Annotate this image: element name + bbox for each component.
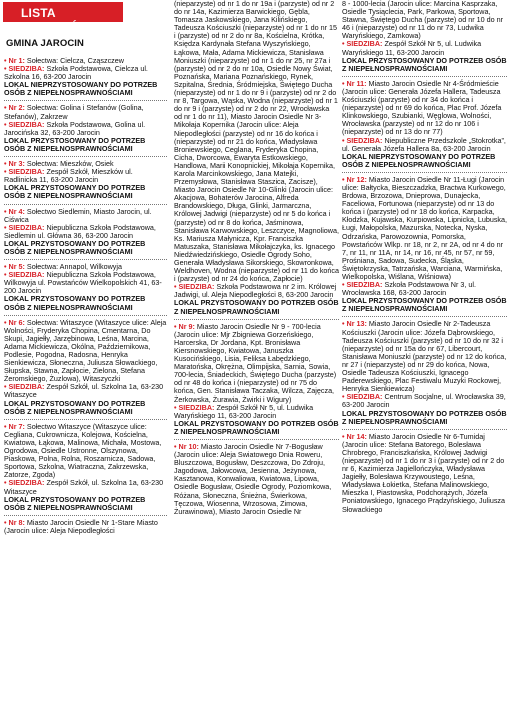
seat-label: SIEDZIBA: <box>8 167 45 177</box>
divider <box>174 439 339 440</box>
accessibility-status: LOKAL PRZYSTOSOWANY DO POTRZEB OSÓB Z NIEPEŁNOSPRAWNOŚCIAMI <box>4 183 146 201</box>
district-text: (nieparzyste) od nr 1 do nr 19a i (parzyste) od nr 2 do nr 14a, Kazimierza Barwickiego, Gębla, Tomasza Jaskowskiego, Jana Kilińskiego, Tadeusza Kościuszki (nieparzyste) od nr 1 do nr 15 i (parzyste) od nr 2 do nr 8a, Kościelna, Krótka, Księdza Kardynała Stefana Wyszyńskiego, Łąkowa, Mała, Adama Mickiewicza, Stanisława Moniuszki (nieparzyste) od nr 1 do nr 25, nr 27a i (parzyste) od nr 2 do nr 10a, Osiedle Nowy Świat, Poznańska, Mariana Poznańskiego, Rynek, Szpitalna, Średnia, Śródmiejska, Świętego Ducha (nieparzyste) od nr 1 do nr 9 i (parzyste) od nr 2 do nr 8, Targowa, Wąska, Wodna (nieparzyste) od nr 1 do nr 9 i (parzyste) od nr 2 do nr 22, Wrocławska od nr 1 do nr 11), Miasto Jarocin Osiedle Nr 3-Mikołaja Kopernika (Jarocin ulice: Aleja Niepodległości (parzyste) od nr 16 do końca i (nieparzyste) od nr 21 do końca, Władysława Broniewskiego, Ceglana, Fryderyka Chopina, Cicha, Dworcowa, Ewaryta Estkowskiego, Handlowa, Marii Konopnickiej, Mikołaja Kopernika, Karola Marcinkowskiego, Jana Matejki, Przemysłowa, Stanisława Staszica, Zacisze), Miasto Jarocin Osiedle Nr 10-Glinki (Jarocin ulice: Akacjowa, Bohaterów Jarocina, Alfreda Brandowskiego, Długa, Glinki, Jarmarczna, Królowej Jadwigi (nieparzyste) od nr 5 do końca i (parzyste) od nr 8 do końca, Jaśminowa, Stanisława Karwowskiego, Leszczyce, Magnoliowa, Ks. Mariusza Małynicza, Kpr. Franciszka Matuszaka, Stanisława Mikołajczyka, ks. Ignacego Niedźwiedzińskiego, Osiedle Ogrody Soho, Generała Władysława Sikorskiego, Skowronkowa, Weldhoven, Wodna (nieparzyste) od nr 11 do końca i (parzyste) od nr 24 do końca, Zapłocie) <box>174 0 339 284</box>
bullet-icon: • <box>4 262 9 272</box>
bullet-icon: • <box>4 206 9 216</box>
column-3 <box>342 0 507 720</box>
district-description <box>4 104 167 120</box>
seat-address: Szkoła Podstawowa Nr 3, ul. Wrocławska 168, 63-200 Jarocin <box>342 280 476 298</box>
district-entry <box>342 176 507 314</box>
divider <box>4 100 167 101</box>
bullet-icon: • <box>4 517 9 527</box>
seat-address: Zespół Szkół, ul. Szkolna 1a, 63-230 Witaszyce <box>4 382 164 400</box>
column-2 <box>174 0 339 720</box>
divider <box>342 172 507 173</box>
district-description <box>174 0 339 283</box>
bullet-icon: • <box>4 159 9 169</box>
bullet-icon: • <box>174 282 179 292</box>
district-number: Nr 7: <box>8 421 25 431</box>
district-text: Sołectwa: Annapol, Wilkowyja <box>26 262 122 272</box>
district-text: Sołectwo Witaszyce (Witaszyce ulice: Cegliana, Cukrownicza, Kolejowa, Kościelna, Kwiatowa, Łąkowa, Malinowa, Michała, Mostowa, Ogrodowa, Osiedle Ustronne, Olszynowa, Piaskowa, Polna, Rolna, Roszarnicza, Sadowa, Sportowa, Szkolna, Wiatraczna, Zakrzewska, Zatorze, Zgoda) <box>4 421 162 480</box>
district-text: Sołectwa: Golina i Stefanów (Golina, Stefanów), Zakrzew <box>4 103 144 121</box>
district-seat <box>4 383 167 399</box>
district-text: Sołectwa: Mieszków, Osiek <box>26 159 114 169</box>
seat-label: SIEDZIBA: <box>8 270 45 280</box>
district-seat <box>342 40 507 56</box>
bullet-icon: • <box>4 317 9 327</box>
divider <box>4 315 167 316</box>
district-list-3 <box>342 0 507 514</box>
bullet-icon: • <box>342 78 347 88</box>
accessibility-status: LOKAL PRZYSTOSOWANY DO POTRZEB OSÓB Z NIEPEŁNOSPRAWNOŚCIAMI <box>4 494 146 512</box>
header-bar <box>3 2 123 34</box>
seat-address: Zespół Szkół Nr 5, ul. Ludwika Waryńskiego 11, 63-200 Jarocin <box>342 39 482 57</box>
district-number: Nr 1: <box>8 56 25 65</box>
district-description <box>174 443 339 516</box>
district-seat <box>342 137 507 153</box>
seat-address: Szkoła Podstawowa nr 2 im. Królowej Jadwigi, ul. Aleja Niepodległości 8, 63-200 Jarocin <box>174 282 337 300</box>
bullet-icon: • <box>4 56 9 65</box>
divider <box>342 429 507 430</box>
district-number: Nr 5: <box>8 262 25 272</box>
accessibility-status: LOKAL PRZYSTOSOWANY DO POTRZEB OSÓB Z NIEPEŁNOSPRAWNOŚCIAMI <box>342 55 507 73</box>
accessibility-status: LOKAL NIEPRZYSTOSOWANY DO POTRZEB OSÓB Z NIEPEŁNOSPRAWNOŚCIAMI <box>4 80 158 98</box>
bullet-icon: • <box>4 382 9 392</box>
divider <box>4 204 167 205</box>
district-text: Miasto Jarocin Osiedle Nr 9 - 700-lecia (Jarocin ulice: Mjr Zbigniewa Gorzeńskiego, Harcerska, Dr Jordana, Kpt. Bronisława Kiersnowskiego, Kwiatowa, Januszka Kusocińskiego, Lisia, Feliksa Łabędzkiego, Maratońska, Okrężna, Olimpijska, Sarnia, Sowia, 700-lecia, Śniadeckich, Świętego Ducha (parzyste) od nr 48 do końca i (nieparzyste) od nr 75 do końca, Gen. Stanisława Taczaka, Wilcza, Zajęcza, Żerkowska, Żurawia, Żwirki i Wigury) <box>174 321 337 404</box>
district-entry <box>4 263 167 312</box>
seat-address: Szkoła Podstawowa, Cielcza ul. Szkolna 16, 63-200 Jarocin <box>4 64 148 82</box>
district-entry <box>4 319 167 416</box>
district-entry <box>4 208 167 257</box>
district-entry <box>4 104 167 153</box>
seat-address: Centrum Socjalne, ul. Wrocławska 39, 63-200 Jarocin <box>342 392 506 410</box>
seat-label: SIEDZIBA: <box>8 64 45 74</box>
bullet-icon: • <box>342 319 347 329</box>
seat-label: SIEDZIBA: <box>346 280 383 290</box>
district-text: Sołectwa: Cielcza, Cząszczew <box>26 56 124 65</box>
bullet-icon: • <box>342 280 347 290</box>
seat-address: Niepubliczna Szkoła Podstawowa, Siedlemin ul. Główna 36, 63-200 Jarocin <box>4 222 156 240</box>
accessibility-status: LOKAL PRZYSTOSOWANY DO POTRZEB OSÓB Z NIEPEŁNOSPRAWNOŚCIAMI <box>342 408 507 426</box>
bullet-icon: • <box>4 222 9 232</box>
bullet-icon: • <box>4 119 9 129</box>
seat-label: SIEDZIBA: <box>8 222 45 232</box>
accessibility-status: LOKAL PRZYSTOSOWANY DO POTRZEB OSÓB Z NIEPEŁNOSPRAWNOŚCIAMI <box>4 135 146 153</box>
accessibility-status: LOKAL PRZYSTOSOWANY DO POTRZEB OSÓB Z NIEPEŁNOSPRAWNOŚCIAMI <box>4 294 146 312</box>
district-text: Miasto Jarocin Osiedle Nr 4-Śródmieście (Jarocin ulice: Generała Józefa Hallera, Tadeusza Kościuszki (parzyste) od nr 34 do końca i (nieparzyste) od nr 69 do końca, Plac Prof. Józefa Klinkowskiego, Szubianki, Węglowa, Wolności, Wrocławska (parzyste) od nr 12 do nr 106 i (nieparzyste) od nr 13 do nr 77) <box>342 78 502 137</box>
bullet-icon: • <box>342 431 347 441</box>
district-number: Nr 3: <box>8 159 25 169</box>
district-entry <box>174 0 339 316</box>
seat-label: SIEDZIBA: <box>8 382 45 392</box>
district-list-1 <box>4 57 167 535</box>
section-title: GMINA JAROCIN <box>6 38 85 49</box>
accessibility-status: LOKAL PRZYSTOSOWANY DO POTRZEB OSÓB Z NIEPEŁNOSPRAWNOŚCIAMI <box>174 298 339 316</box>
accessibility-status: LOKAL PRZYSTOSOWANY DO POTRZEB OSÓB Z NIEPEŁNOSPRAWNOŚCIAMI <box>342 296 507 314</box>
district-text: Miasto Jarocin Osiedle Nr 1-Stare Miasto (Jarocin ulice: Aleja Niepodległości <box>4 517 158 535</box>
seat-label: SIEDZIBA: <box>346 135 383 145</box>
district-seat <box>174 283 339 299</box>
district-seat <box>4 168 167 184</box>
district-list-2 <box>174 0 339 516</box>
district-text: Sołectwa: Witaszyce (Witaszyce ulice: Aleja Wolności, Fryderyka Chopina, Cmentarna, Do Skupi, Jagiełły, Jarzębinowa, Leśna, Marcina, Adama Mickiewicza, Okólna, Październikowa, Podlesie, Pogodna, Radosna, Henryka Sienkiewicza, Słoneczna, Juliusza Słowackiego, Słupska, Stawna, Zapłocie, Zielona, Stefana Żeromskiego, Żuzlowa), Witaszyczki <box>4 317 167 384</box>
bullet-icon: • <box>4 270 9 280</box>
bullet-icon: • <box>174 441 179 451</box>
district-number: Nr 11: <box>346 78 367 88</box>
district-number: Nr 6: <box>8 317 25 327</box>
divider <box>174 319 339 320</box>
bullet-icon: • <box>342 392 347 402</box>
bullet-icon: • <box>174 402 179 412</box>
bullet-icon: • <box>4 421 9 431</box>
seat-label: SIEDZIBA: <box>346 39 383 49</box>
bullet-icon: • <box>4 478 9 488</box>
column-1 <box>4 28 167 720</box>
bullet-icon: • <box>342 39 347 49</box>
bullet-icon: • <box>174 321 179 331</box>
district-entry <box>4 57 167 97</box>
district-description <box>4 208 167 224</box>
seat-address: Zespół Szkół, Mieszków ul. Radlinicka 11, 63-200 Jarocin <box>4 167 133 185</box>
bullet-icon: • <box>342 174 347 184</box>
district-seat <box>342 281 507 297</box>
seat-label: SIEDZIBA: <box>346 392 383 402</box>
district-description <box>4 319 167 384</box>
district-seat <box>342 393 507 409</box>
bullet-icon: • <box>342 135 347 145</box>
header-title: LISTA OBWODÓW <box>21 6 91 34</box>
district-seat <box>4 65 167 81</box>
divider <box>342 316 507 317</box>
district-entry <box>4 423 167 512</box>
district-seat <box>4 271 167 295</box>
divider <box>342 76 507 77</box>
district-seat <box>174 404 339 420</box>
bullet-icon: • <box>4 64 9 74</box>
accessibility-status: LOKAL PRZYSTOSOWANY DO POTRZEB OSÓB Z NIEPEŁNOSPRAWNOŚCIAMI <box>174 418 339 436</box>
district-number: Nr 13: <box>346 319 367 329</box>
district-seat <box>4 224 167 240</box>
district-number: Nr 4: <box>8 206 25 216</box>
accessibility-status: LOKAL NIEPRZYSTOSOWANY DO POTRZEB OSÓB Z NIEPEŁNOSPRAWNOŚCIAMI <box>342 151 496 169</box>
accessibility-status: LOKAL PRZYSTOSOWANY DO POTRZEB OSÓB Z NIEPEŁNOSPRAWNOŚCIAMI <box>4 238 146 256</box>
divider <box>4 515 167 516</box>
district-entry <box>4 519 167 535</box>
district-description <box>342 80 507 137</box>
district-description <box>342 176 507 281</box>
seat-label: SIEDZIBA: <box>8 119 45 129</box>
seat-address: Niepubliczne Przedszkole „Stokrotka”, ul. Generała Józefa Hallera 8a, 63-200 Jarocin <box>342 135 506 153</box>
district-description <box>342 433 507 514</box>
divider <box>4 156 167 157</box>
district-seat <box>4 479 167 495</box>
district-text: Miasto Jarocin Osiedle Nr 2-Tadeusza Kościuszki (Jarocin ulice: Józefa Dąbrowskiego, Tadeusza Kościuszki (parzyste) od nr 10 do nr 32 i (nieparzyste) od nr 15a do nr 67, Libercourt, Stanisława Moniuszki (parzyste) od nr 12 do końca, nr 27 i (nieparzyste) od nr 29 do końca, Nowa, Osiedle Tadeusza Kościuszki, Ignacego Paderewskiego, Plac Festiwalu Muzyki Rockowej, Henryka Sienkiewicza) <box>342 319 507 394</box>
district-entry <box>342 433 507 514</box>
district-entry <box>342 0 507 73</box>
district-number: Nr 9: <box>178 321 195 331</box>
district-entry <box>342 80 507 169</box>
district-entry <box>174 443 339 516</box>
seat-address: Niepubliczna Szkoła Podstawowa, Wilkowyja ul. Powstańców Wielkopolskich 41, 63-200 Jarocin <box>4 270 162 296</box>
seat-address: Zespół Szkół, ul. Szkolna 1a, 63-230 Witaszyce <box>4 478 164 496</box>
district-description <box>342 320 507 393</box>
seat-address: Szkoła Podstawowa, Golina ul. Jarocińska 32, 63-200 Jarocin <box>4 119 146 137</box>
district-seat <box>4 121 167 137</box>
district-number: Nr 12: <box>346 174 367 184</box>
district-number: Nr 14: <box>346 431 367 441</box>
district-text: Sołectwo Siedlemin, Miasto Jarocin, ul. Ciświca <box>4 206 152 224</box>
divider <box>4 259 167 260</box>
divider <box>4 419 167 420</box>
seat-address: Zespół Szkół Nr 5, ul. Ludwika Waryńskiego 11, 63-200 Jarocin <box>174 402 314 420</box>
accessibility-status: LOKAL PRZYSTOSOWANY DO POTRZEB OSÓB Z NIEPEŁNOSPRAWNOŚCIAMI <box>4 398 146 416</box>
district-entry <box>174 323 339 436</box>
bullet-icon: • <box>4 167 9 177</box>
bullet-icon: • <box>4 103 9 113</box>
seat-label: SIEDZIBA: <box>178 402 215 412</box>
district-entry <box>4 160 167 200</box>
district-number: Nr 10: <box>178 441 199 451</box>
seat-label: SIEDZIBA: <box>178 282 215 292</box>
district-description <box>4 519 167 535</box>
district-text: Miasto Jarocin Osiedle Nr 7-Bogusław (Jarocin ulice: Aleja Swiatowego Dnia Roweru, Bluszczowa, Bogusław, Deszczowa, Do Zdroju, Jagodowa, Jałowcowa, Jesienna, Jeżynowa, Kasztanowa, Konwaliowa, Kwiatowa, Lipowa, Osiedle Bogusław, Osiedle Ogrody, Poziomkowa, Różana, Słoneczna, Śnieżna, Świerkowa, Tęczowa, Wiosenna, Wrzosowa, Zimowa, Żurawinowa), Miasto Jarocin Osiedle Nr <box>174 441 332 516</box>
district-text: Miasto Jarocin Osiedle Nr 6-Tumidaj (Jarocin ulice: Stefana Batorego, Bolesława Chrobrego, Franciszkańska, Królowej Jadwigi (nieparzyste) od nr 1 do nr 3 i (parzyste) od nr 2 do nr 6, Kazimierza Jagiellończyka, Władysława Jagiełły, Bolesława Krzywoustego, Leśna, Władysława Łokietka, Stefana Malinowskiego, Mieszka I, Piastowska, Podchorążych, Józefa Poniatowskiego, Ignacego Prądzyńskiego, Juliusza Słowackiego <box>342 431 506 514</box>
district-description <box>174 323 339 404</box>
district-entry <box>342 320 507 425</box>
district-number: Nr 8: <box>8 517 25 527</box>
district-description <box>342 0 507 40</box>
seat-label: SIEDZIBA: <box>8 478 45 488</box>
district-description <box>4 423 167 480</box>
district-number: Nr 2: <box>8 103 25 113</box>
district-text: Miasto Jarocin Osiedle Nr 11-Ługi (Jarocin ulice: Bałtycka, Bieszczadzka, Bractwa Kurkowego, Brdowa, Brzozowa, Dnieprowa, Dunajecka, Faceliowa, Fortunowa (nieparzyste) od nr 13 do końca i (parzyste) od nr 18 do końca, Karpacka, Kłodzka, Kujawska, Kurpiowska, Lipnicka, Lubuska, Ługi, Małopolska, Mazurska, Notecka, Nyska, Odrzańska, Parowozownia, Pomorska, Powstańców Wlkp. nr 18, nr 2, nr 2A, od nr 4 do nr 7, nr 11, nr 11A, nr 14, nr 16, nr 45, nr 57, nr 59, Prośniana, Sadowa, Sudecka, Śląska, Świętokrzyska, Tatrzańska, Warciana, Warmińska, Wielkopolska, Wiślana, Wiśniowa) <box>342 174 507 281</box>
district-text: 8 - 1000-lecia (Jarocin ulice: Marcina Kasprzaka, Osiedle Tysiąclecia, Park, Parkowa, Sportowa, Stawna, Świętego Ducha (parzyste) od nr 10 do nr 46 i (nieparzyste) od nr 11 do nr 73, Ludwika Waryńskiego, Zamkowa) <box>342 0 504 41</box>
